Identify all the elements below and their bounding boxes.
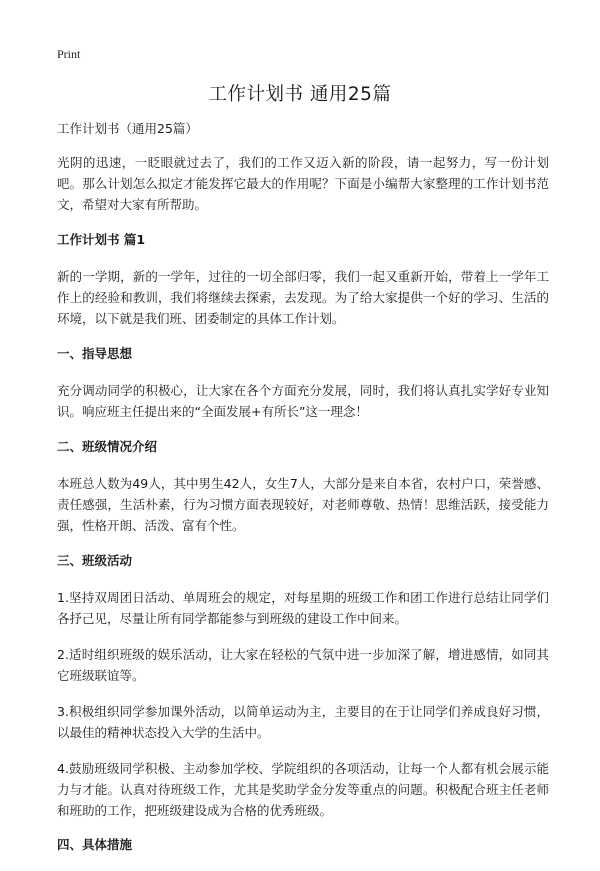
section-text-guiding-ideology: 充分调动同学的积极心，让大家在各个方面充分发展，同时，我们将认真扎实学好专业知识。响应班主任提出来的“全面发展+有所长”这一理念！ bbox=[57, 383, 549, 419]
section-heading-specific-measures: 四、具体措施 bbox=[57, 837, 133, 852]
activity-item: 3.积极组织同学参加课外活动，以简单运动为主，主要目的在于让同学们养成良好习惯，以最佳的精神状态投入大学的生活中。 bbox=[57, 704, 549, 740]
section-heading-class-activities: 三、班级活动 bbox=[57, 553, 133, 568]
activity-item: 4.鼓励班级同学积极、主动参加学校、学院组织的各项活动，让每一个人都有机会展示能力与才能。认真对待班级工作，尤其是奖助学金分发等重点的问题。积极配合班主任老师和班助的工作，把班级建设成为合格的优秀班级。 bbox=[57, 761, 549, 818]
print-link[interactable]: Print bbox=[57, 47, 81, 61]
activity-item: 1.坚持双周团日活动、单周班会的规定，对每星期的班级工作和团工作进行总结让同学们各抒己见，尽量让所有同学都能参与到班级的建设工作中间来。 bbox=[57, 590, 549, 626]
document-title: 工作计划书 通用25篇 bbox=[208, 84, 392, 105]
section-heading-class-intro: 二、班级情况介绍 bbox=[57, 439, 158, 454]
document-subtitle: 工作计划书（通用25篇） bbox=[57, 121, 198, 136]
intro-paragraph: 光阴的迅速，一眨眼就过去了，我们的工作又迈入新的阶段，请一起努力，写一份计划吧。那么计划怎么拟定才能发挥它最大的作用呢？下面是小编帮大家整理的工作计划书范文，希望对大家有所帮助。 bbox=[57, 155, 549, 212]
section-text-class-intro: 本班总人数为49人，其中男生42人，女生7人，大部分是来自本省，农村户口，荣誉感、责任感强，生活朴素，行为习惯方面表现较好，对老师尊敬、热情！思维活跃，接受能力强，性格开朗、活泼、富有个性。 bbox=[57, 476, 549, 533]
activity-item: 2.适时组织班级的娱乐活动，让大家在轻松的气氛中进一步加深了解，增进感情，如同其它班级联谊等。 bbox=[57, 647, 549, 683]
part-heading: 工作计划书 篇1 bbox=[57, 232, 146, 247]
section-heading-guiding-ideology: 一、指导思想 bbox=[57, 346, 133, 361]
part-intro-paragraph: 新的一学期，新的一学年，过往的一切全部归零，我们一起又重新开始，带着上一学年工作上的经验和教训，我们将继续去探索，去发现。为了给大家提供一个好的学习、生活的环境，以下就是我们班、团委制定的具体工作计划。 bbox=[57, 269, 549, 326]
document-body bbox=[57, 120, 549, 871]
